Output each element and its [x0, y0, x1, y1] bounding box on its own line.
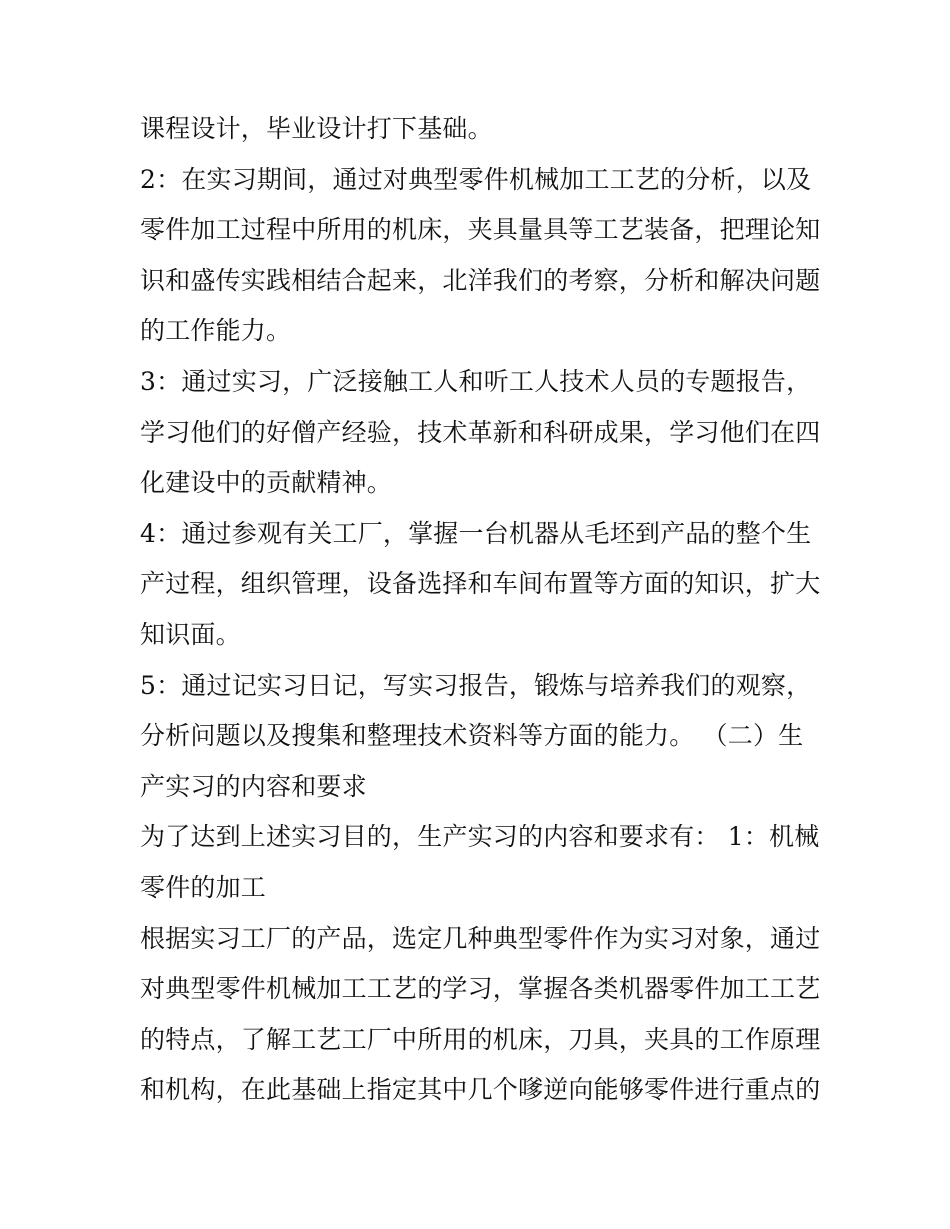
text-line: 的特点，了解工艺工厂中所用的机床，刀具，夹具的工作原理: [140, 1025, 821, 1054]
text-line: 对典型零件机械加工工艺的学习，掌握各类机器零件加工工艺: [140, 974, 821, 1003]
text-line: 学习他们的好僧产经验，技术革新和科研成果，学习他们在四: [140, 418, 821, 447]
text-line: 5：通过记实习日记，写实习报告，锻炼与培养我们的观察，: [140, 671, 812, 700]
text-line: 课程设计，毕业设计打下基础。: [140, 114, 493, 143]
text-line: 知识面。: [140, 620, 241, 649]
text-line: 分析问题以及搜集和整理技术资料等方面的能力。 （二）生: [140, 721, 804, 750]
text-line: 3：通过实习，广泛接触工人和听工人技术人员的专题报告，: [140, 367, 812, 396]
text-line: 化建设中的贡献精神。: [140, 468, 393, 497]
text-line: 为了达到上述实习目的，生产实习的内容和要求有： 1：机械: [140, 822, 820, 851]
text-line: 识和盛传实践相结合起来，北洋我们的考察，分析和解决问题: [140, 266, 821, 295]
text-line: 零件加工过程中所用的机床，夹具量具等工艺装备，把理论知: [140, 215, 821, 244]
text-line: 和机构，在此基础上指定其中几个嗲逆向能够零件进行重点的: [140, 1075, 821, 1104]
text-line: 零件的加工: [140, 873, 267, 902]
text-line: 2：在实习期间，通过对典型零件机械加工工艺的分析，以及: [140, 165, 812, 194]
text-line: 根据实习工厂的产品，选定几种典型零件作为实习对象，通过: [140, 924, 821, 953]
text-line: 4：通过参观有关工厂，掌握一台机器从毛坯到产品的整个生: [140, 519, 812, 548]
text-line: 产实习的内容和要求: [140, 772, 367, 801]
text-line: 的工作能力。: [140, 316, 292, 345]
text-line: 产过程，组织管理，设备选择和车间布置等方面的知识，扩大: [140, 569, 821, 598]
